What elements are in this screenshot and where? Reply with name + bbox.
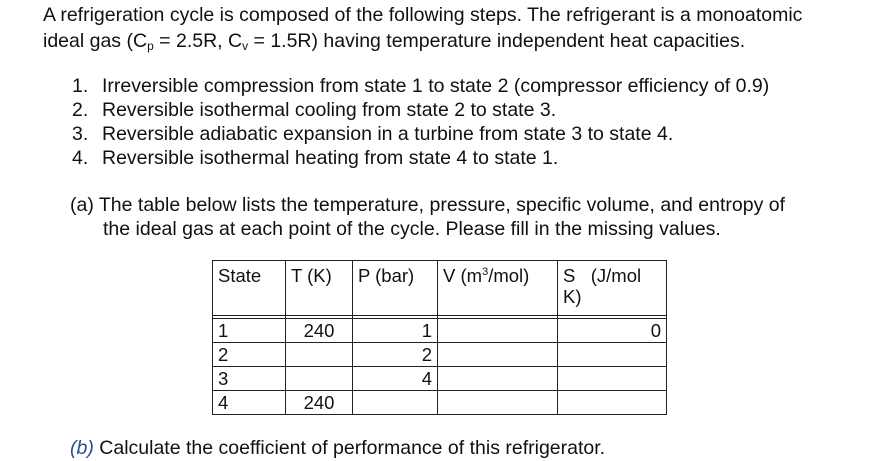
step-number: 2. bbox=[72, 99, 89, 121]
cell-volume bbox=[438, 319, 558, 343]
cell-state: 4 bbox=[213, 391, 286, 415]
header-volume-sup: 3 bbox=[482, 266, 489, 278]
cell-temperature bbox=[286, 367, 353, 391]
header-temperature: T (K) bbox=[286, 261, 353, 316]
cell-pressure: 2 bbox=[353, 343, 438, 367]
part-a-line-1: (a) The table below lists the temperature, pressure, specific volume, and entropy of bbox=[70, 194, 785, 216]
cell-state: 1 bbox=[213, 319, 286, 343]
header-entropy-line2: K) bbox=[563, 286, 582, 307]
header-entropy bbox=[558, 261, 667, 316]
step-item bbox=[72, 122, 673, 146]
cell-volume bbox=[438, 367, 558, 391]
header-state: State bbox=[213, 261, 286, 316]
intro-line2-mid: = 2.5R, C bbox=[153, 30, 243, 52]
table-row bbox=[213, 343, 667, 367]
header-volume-post: /mol) bbox=[488, 265, 530, 286]
step-number: 4. bbox=[72, 147, 89, 169]
cell-volume bbox=[438, 343, 558, 367]
cell-entropy bbox=[558, 391, 667, 415]
part-b-text: Calculate the coefficient of performance of this refrigerator. bbox=[93, 437, 606, 459]
table-row bbox=[213, 391, 667, 415]
cell-volume bbox=[438, 391, 558, 415]
cell-entropy bbox=[558, 343, 667, 367]
cell-pressure bbox=[353, 391, 438, 415]
step-text: Reversible isothermal cooling from state 2 to state 3. bbox=[102, 99, 557, 121]
cell-temperature: 240 bbox=[286, 319, 353, 343]
state-table bbox=[212, 260, 667, 415]
part-a-line-2: the ideal gas at each point of the cycle. Please fill in the missing values. bbox=[103, 218, 721, 240]
step-item bbox=[72, 74, 769, 98]
step-item bbox=[72, 98, 556, 122]
intro-line-1: A refrigeration cycle is composed of the following steps. The refrigerant is a monoatomic bbox=[43, 4, 803, 26]
step-item bbox=[72, 146, 558, 170]
intro-line2-post: = 1.5R) having temperature independent heat capacities. bbox=[248, 30, 746, 52]
cell-temperature: 240 bbox=[286, 391, 353, 415]
cv-subscript: v bbox=[242, 39, 249, 53]
intro-line2-pre: ideal gas (C bbox=[43, 30, 148, 52]
step-text: Reversible adiabatic expansion in a turbine from state 3 to state 4. bbox=[102, 123, 674, 145]
cell-pressure: 1 bbox=[353, 319, 438, 343]
table-row bbox=[213, 367, 667, 391]
header-entropy-line1: S (J/mol bbox=[563, 265, 642, 286]
cp-subscript: p bbox=[147, 39, 154, 53]
step-text: Reversible isothermal heating from state 4 to state 1. bbox=[102, 147, 559, 169]
part-b-label: (b) bbox=[70, 437, 94, 459]
part-b bbox=[70, 436, 605, 460]
cell-state: 3 bbox=[213, 367, 286, 391]
cell-state: 2 bbox=[213, 343, 286, 367]
cell-entropy: 0 bbox=[558, 319, 667, 343]
step-text: Irreversible compression from state 1 to state 2 (compressor efficiency of 0.9) bbox=[102, 75, 770, 97]
cell-pressure: 4 bbox=[353, 367, 438, 391]
header-pressure: P (bar) bbox=[353, 261, 438, 316]
step-number: 1. bbox=[72, 75, 89, 97]
header-volume bbox=[438, 261, 558, 316]
header-volume-pre: V (m bbox=[443, 265, 483, 286]
step-number: 3. bbox=[72, 123, 89, 145]
table-row bbox=[213, 319, 667, 343]
cell-entropy bbox=[558, 367, 667, 391]
cell-temperature bbox=[286, 343, 353, 367]
table-header-row bbox=[213, 261, 667, 316]
intro-line-2 bbox=[43, 29, 745, 53]
